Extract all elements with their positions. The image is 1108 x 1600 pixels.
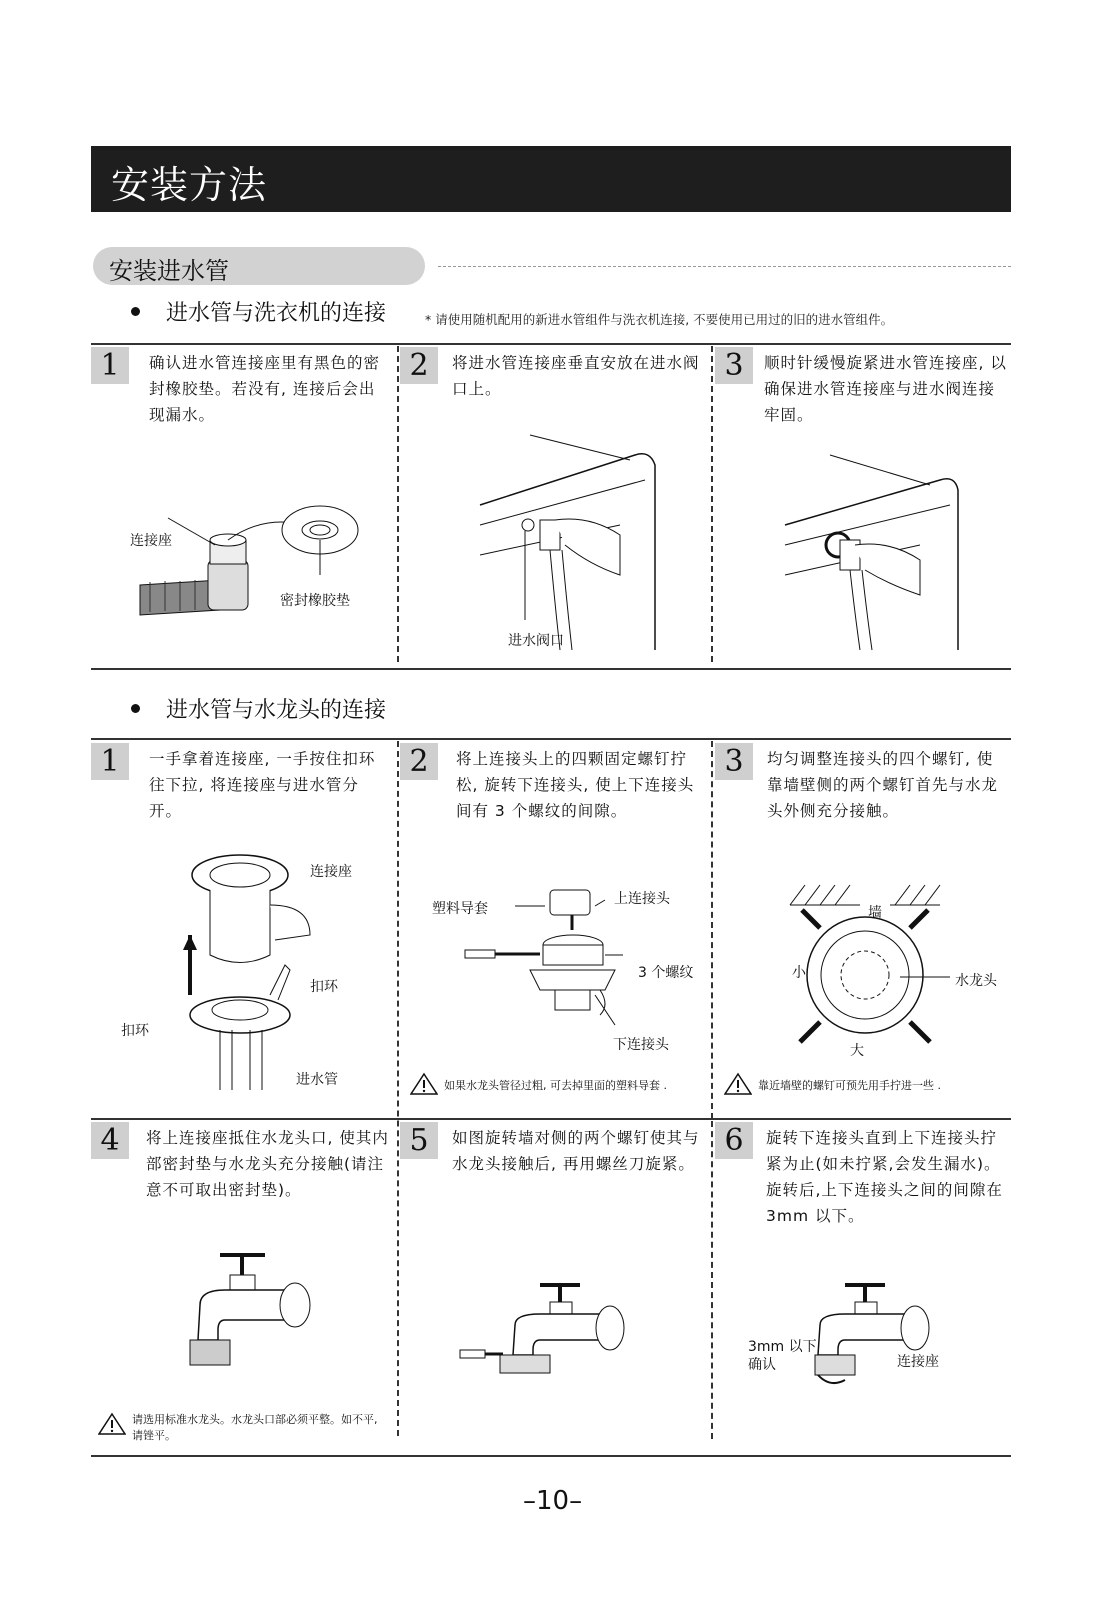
label-lower: 下连接头 [613,1037,669,1053]
page-number: –10– [523,1486,583,1516]
rule [91,738,1011,740]
machine-rotate-illustration [780,445,1005,655]
label-gap: 3mm 以下 [748,1339,817,1355]
bullet-icon [131,704,140,713]
step-number: 1 [91,347,129,384]
column-divider [711,741,713,1119]
label-threads: 3 个螺纹 [638,965,694,981]
step-text: 如图旋转墙对侧的两个螺钉使其与水龙头接触后, 再用螺丝刀旋紧。 [452,1129,700,1173]
warning-icon [410,1072,438,1096]
rule [91,1455,1011,1457]
label-valve: 进水阀口 [508,633,564,649]
step-text: 旋转下连接头直到上下连接头拧紧为止(如未拧紧,会发生漏水)。旋转后,上下连接头之间的间隙在 3mm 以下。 [766,1129,1003,1225]
label-gasket: 密封橡胶垫 [280,593,350,609]
step-number: 2 [400,347,438,384]
label-tap: 水龙头 [955,973,997,989]
label-ring: 扣环 [310,979,338,995]
step-number: 4 [91,1122,129,1159]
section-divider [438,266,1011,267]
faucet-tighten-illustration [810,1280,950,1390]
part1-note: * 请使用随机配用的新进水管组件与洗衣机连接, 不要使用已用过的旧的进水管组件。 [425,312,894,327]
column-divider [711,1121,713,1439]
part1-heading: 进水管与洗衣机的连接 [131,296,386,327]
rule [91,343,1011,345]
step-number: 6 [715,1122,753,1159]
rule [91,1118,1011,1120]
warning-note: 如果水龙头管径过粗, 可去掉里面的塑料导套 . [410,1072,705,1100]
step-number: 1 [91,743,129,780]
step-text: 均匀调整连接头的四个螺钉, 使靠墙壁侧的两个螺钉首先与水龙头外侧充分接触。 [767,750,999,820]
step-text: 将上连接头上的四颗固定螺钉拧松, 旋转下连接头, 使上下连接头间有 3 个螺纹的间隙。 [456,750,695,820]
label-small: 小 [792,965,806,981]
section-pill [93,247,425,285]
page-title: 安装方法 [111,163,268,207]
section-title: 安装进水管 [109,257,229,285]
rule [91,668,1011,670]
warning-icon [724,1072,752,1096]
label-ring: 扣环 [121,1023,149,1039]
step-number: 5 [400,1122,438,1159]
separate-connector-illustration [170,845,320,1095]
step-text: 一手拿着连接座, 一手按住扣环往下拉, 将连接座与进水管分开。 [149,750,376,820]
label-hose: 进水管 [296,1072,338,1088]
label-upper: 上连接头 [614,891,670,907]
step-number: 3 [715,347,753,384]
step-number: 2 [400,743,438,780]
label-connector: 连接座 [310,864,352,880]
label-connector: 连接座 [897,1354,939,1370]
step-text: 将进水管连接座垂直安放在进水阀口上。 [452,354,700,398]
faucet-attach-illustration [170,1245,320,1375]
warning-note: 请选用标准水龙头。水龙头口部必须平整。如不平, 请锉平。 [98,1412,393,1448]
label-sleeve: 塑料导套 [432,901,488,917]
machine-valve-illustration [470,425,695,655]
page-title-banner [91,146,1011,212]
wall-screws-illustration [780,880,1000,1055]
column-divider [397,346,399,662]
step-number: 3 [715,743,753,780]
step-text: 将上连接座抵住水龙头口, 使其内部密封垫与水龙头充分接触(请注意不可取出密封垫)。 [146,1129,389,1199]
warning-icon [98,1412,126,1436]
column-divider [397,741,399,1436]
column-divider [711,346,713,662]
label-big: 大 [850,1043,864,1059]
bullet-icon [131,307,140,316]
step-text: 顺时针缓慢旋紧进水管连接座, 以确保进水管连接座与进水阀连接牢固。 [764,354,1007,424]
label-connector: 连接座 [130,533,172,549]
part2-heading: 进水管与水龙头的连接 [131,693,386,724]
faucet-screwdriver-illustration [455,1280,630,1380]
label-confirm: 确认 [748,1357,776,1373]
warning-note: 靠近墙壁的螺钉可预先用手拧进一些 . [724,1072,1009,1100]
connector-gasket-illustration [120,500,380,630]
label-wall: 墙 [868,905,882,921]
step-text: 确认进水管连接座里有黑色的密封橡胶垫。若没有, 连接后会出现漏水。 [149,354,381,424]
